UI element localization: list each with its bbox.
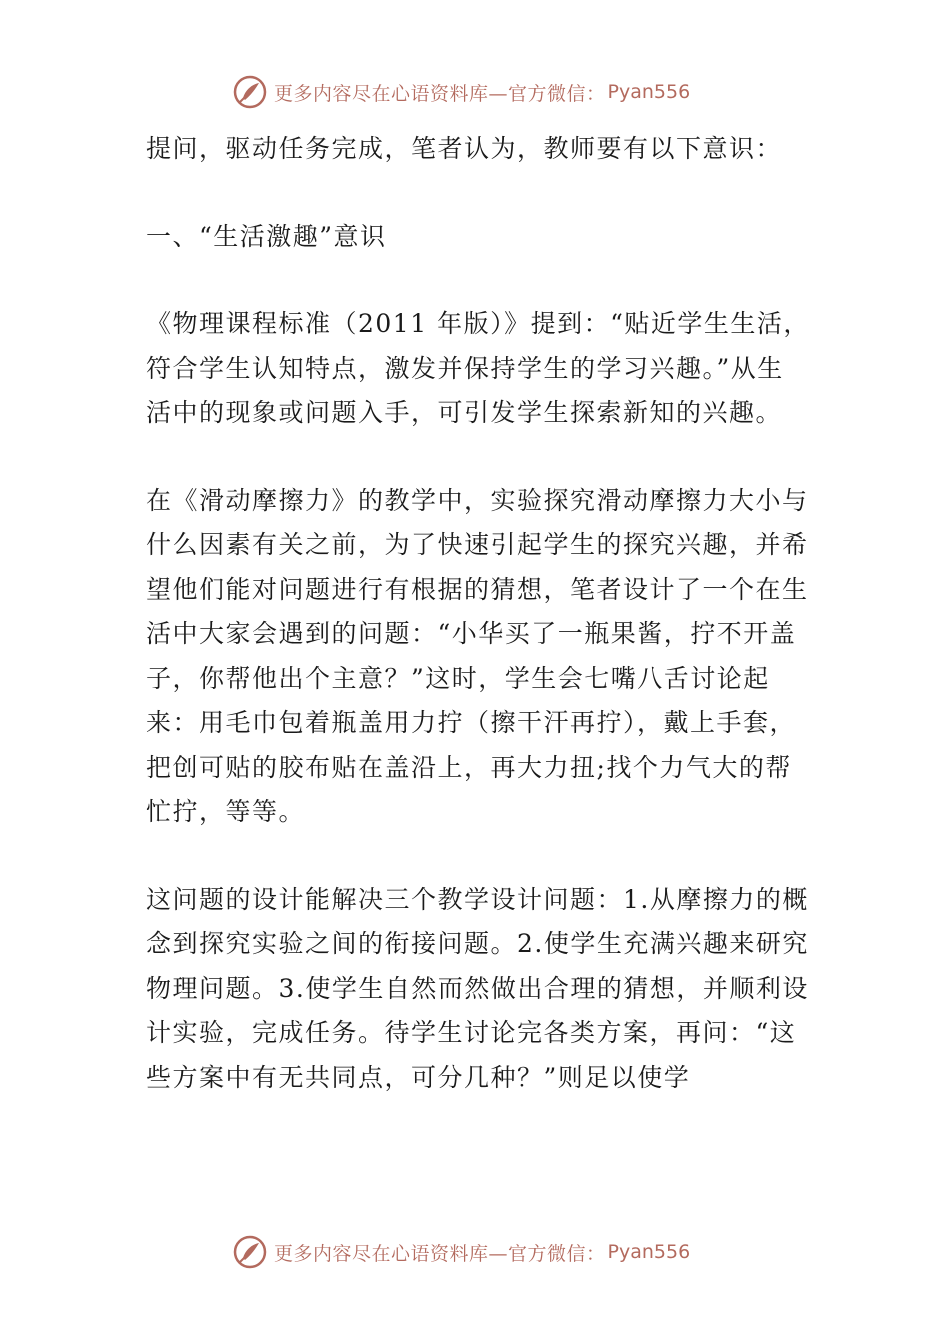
watermark-text: 更多内容尽在心语资料库—官方微信：	[274, 1242, 606, 1265]
watermark-header	[232, 72, 690, 112]
paragraph-intro: 提问，驱动任务完成，笔者认为，教师要有以下意识：	[146, 134, 783, 163]
watermark-text: 更多内容尽在心语资料库—官方微信：	[274, 82, 606, 105]
paragraph-friction-example: 在《滑动摩擦力》的教学中，实验探究滑动摩擦力大小与什么因素有关之前，为了快速引起学生的探究兴趣，并希望他们能对问题进行有根据的猜想，笔者设计了一个在生活中大家会遇到的问题：“小华买了一瓶果酱，拧不开盖子，你帮他出个主意？”这时，学生会七嘴八舌讨论起来：用毛巾包着瓶盖用力拧（擦干汗再拧），戴上手套，把创可贴的胶布贴在盖沿上，再大力扭;找个力气大的帮忙拧，等等。	[146, 485, 809, 826]
paragraph-design-analysis: 这问题的设计能解决三个教学设计问题：1.从摩擦力的概念到探究实验之间的衔接问题。2.使学生充满兴趣来研究物理问题。3.使学生自然而然做出合理的猜想，并顺利设计实验，完成任务。待学生讨论完各类方案，再问：“这些方案中有无共同点，可分几种？”则足以使学	[146, 884, 809, 1092]
document-body	[146, 127, 810, 1143]
watermark-wechat-id: Pyan556	[607, 81, 691, 103]
watermark-wechat-id: Pyan556	[607, 1241, 691, 1263]
brand-logo-icon	[232, 1234, 268, 1270]
section-heading: 一、“生活激趣”意识	[146, 221, 387, 251]
brand-logo-icon	[232, 74, 268, 110]
watermark-footer	[232, 1232, 690, 1272]
paragraph-standard-quote: 《物理课程标准（2011 年版）》提到：“贴近学生生活，符合学生认知特点，激发并保持学生的学习兴趣。”从生活中的现象或问题入手，可引发学生探索新知的兴趣。	[146, 309, 810, 427]
